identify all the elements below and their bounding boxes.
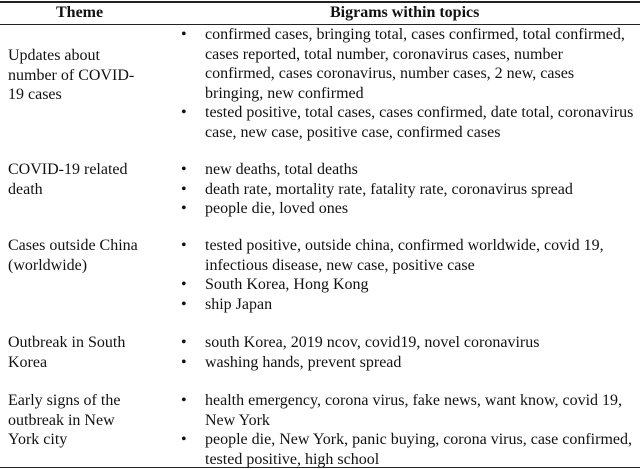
bigram-text: tested positive, total cases, cases confirmed, date total, coronavirus case, new case, positive case, confirmed cases (205, 104, 634, 141)
bigram-text: death rate, mortality rate, fatality rate, coronavirus spread (205, 180, 573, 198)
bigram-text: new deaths, total deaths (205, 161, 358, 178)
bullet-icon: • (181, 200, 187, 217)
bottom-rule (0, 467, 640, 468)
theme-cell: COVID-19 related death (8, 161, 128, 198)
theme-cell: Outbreak in South Korea (8, 334, 126, 371)
bullet-icon: • (181, 180, 187, 198)
list-item (178, 160, 636, 180)
bigram-list (178, 236, 636, 314)
list-item (178, 333, 636, 353)
list-item (178, 25, 636, 103)
list-item (178, 180, 636, 200)
bigram-text: people die, loved ones (205, 200, 349, 217)
bigram-text: tested positive, outside china, confirmed worldwide, covid 19, infectious disease, new case, positive case (205, 237, 604, 274)
list-item (178, 199, 636, 219)
bigram-text: ship Japan (205, 295, 273, 313)
bigram-text: confirmed cases, bringing total, cases confirmed, total confirmed, cases reported, total number, coronavirus cases, number confirmed, cases coronavirus, number cases, 2 new, cases bringing, new confirmed (205, 26, 625, 102)
bullet-icon: • (181, 295, 187, 313)
list-item (178, 103, 636, 142)
bigram-list (178, 391, 636, 469)
bullet-icon: • (181, 104, 187, 121)
theme-cell: Updates about number of COVID-19 cases (8, 47, 135, 103)
bullet-icon: • (181, 431, 187, 448)
bigram-text: south Korea, 2019 ncov, covid19, novel coronavirus (205, 334, 540, 351)
list-item (178, 353, 636, 373)
bigram-list (178, 333, 636, 372)
bigram-list (178, 25, 636, 142)
header-theme: Theme (56, 4, 104, 21)
bullet-icon: • (181, 237, 187, 254)
bullet-icon: • (181, 392, 187, 409)
bigram-list (178, 160, 636, 219)
bullet-icon: • (181, 26, 187, 43)
theme-cell: Early signs of the outbreak in New York city (8, 392, 121, 448)
bullet-icon: • (181, 161, 187, 178)
header-bigrams: Bigrams within topics (330, 4, 480, 21)
bullet-icon: • (181, 334, 187, 351)
bigram-text: South Korea, Hong Kong (205, 276, 369, 293)
list-item (178, 295, 636, 315)
list-item (178, 430, 636, 469)
bigram-text: people die, New York, panic buying, corona virus, case confirmed, tested positive, high school (205, 431, 632, 468)
bullet-icon: • (181, 353, 187, 371)
theme-cell: Cases outside China (worldwide) (8, 237, 138, 274)
list-item (178, 236, 636, 275)
bigram-text: health emergency, corona virus, fake news, want know, covid 19, New York (205, 392, 623, 429)
bigram-text: washing hands, prevent spread (205, 353, 402, 371)
list-item (178, 275, 636, 295)
bullet-icon: • (181, 276, 187, 293)
list-item (178, 391, 636, 430)
